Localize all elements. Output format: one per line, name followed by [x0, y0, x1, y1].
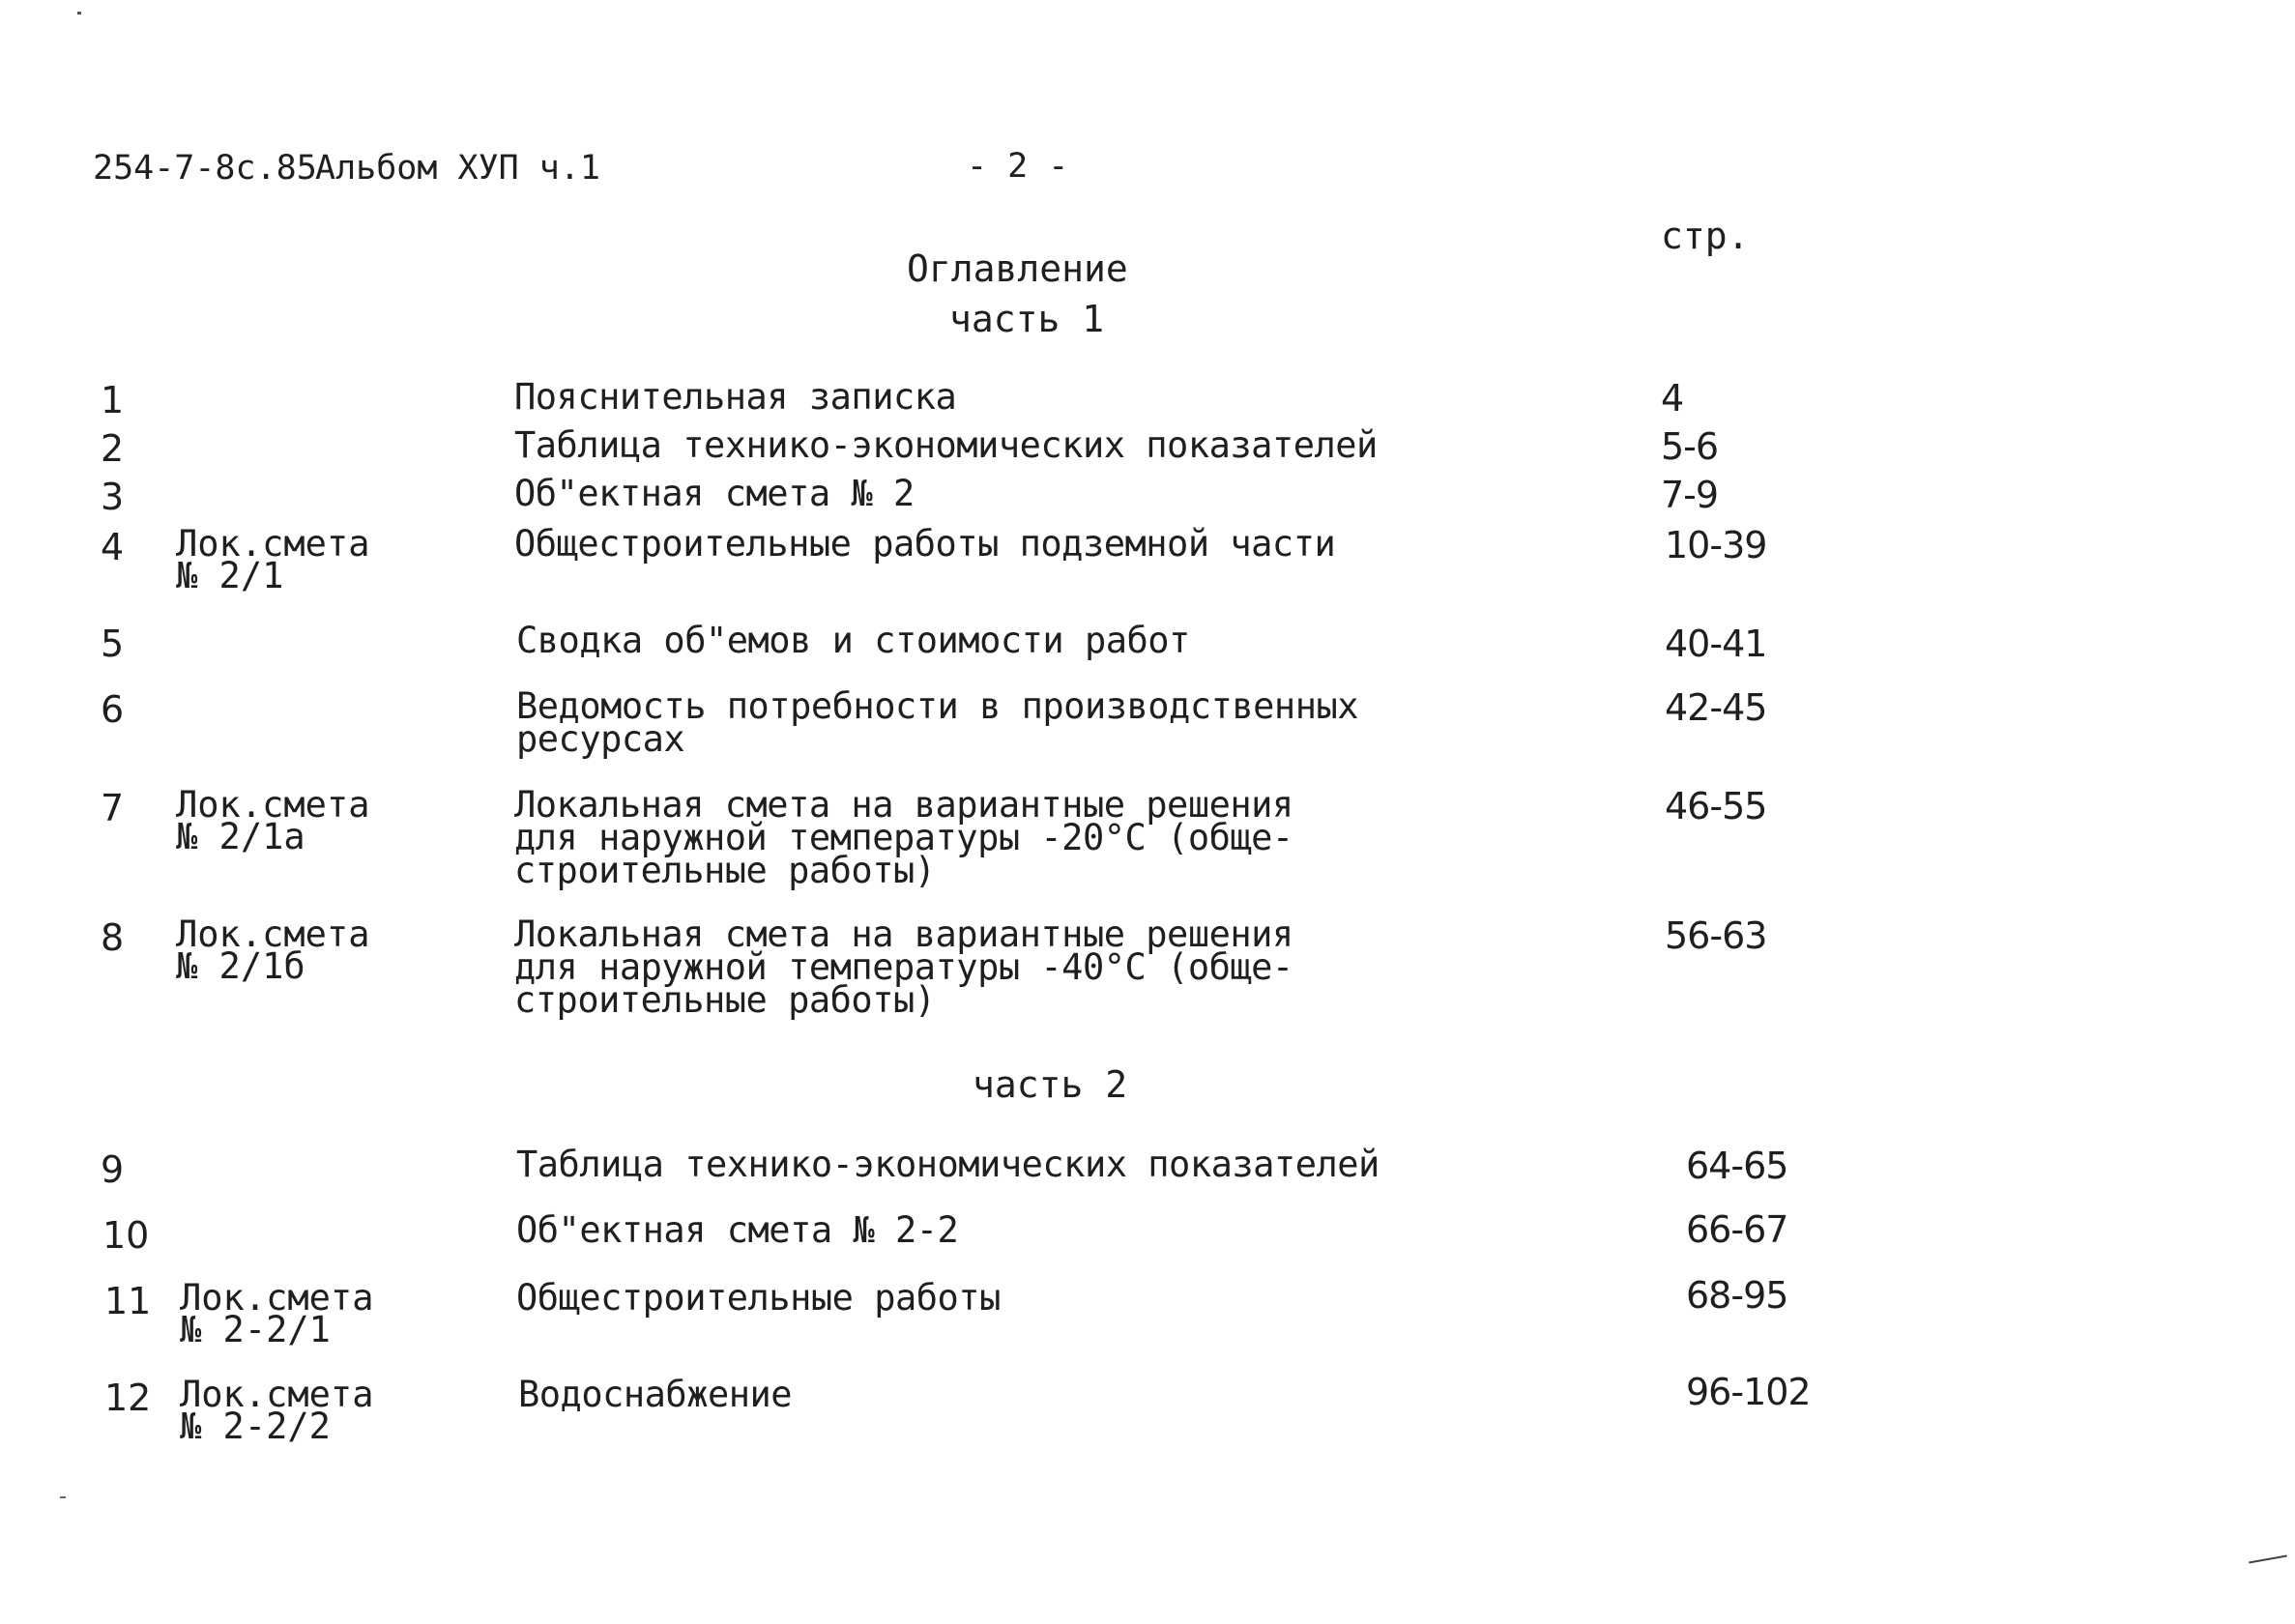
entry-pages: 4 — [1661, 377, 1684, 420]
entry-number: 8 — [101, 916, 125, 959]
entry-title: Пояснительная записка — [514, 376, 957, 418]
entry-pages: 68-95 — [1686, 1274, 1788, 1317]
entry-title: Общестроительные работы подземной части — [514, 523, 1336, 565]
page-number: - 2 - — [967, 147, 1069, 186]
pages-column-label: стр. — [1661, 215, 1750, 257]
part2-heading: часть 2 — [973, 1063, 1128, 1106]
document-code: 254-7-8с.85 — [93, 149, 317, 188]
entry-number: 10 — [102, 1214, 150, 1257]
entry-number: 11 — [104, 1280, 152, 1322]
entry-pages: 64-65 — [1686, 1145, 1788, 1187]
entry-pages: 56-63 — [1665, 914, 1767, 957]
entry-number: 6 — [101, 688, 125, 731]
entry-number: 5 — [101, 623, 125, 665]
entry-title: Ведомость потребности в производственных ресурсах — [516, 685, 1359, 760]
entry-title: Об"ектная смета № 2-2 — [516, 1209, 959, 1251]
entry-number: 7 — [101, 787, 125, 829]
entry-title: Сводка об"емов и стоимости работ — [516, 620, 1190, 661]
entry-reference: Лок.смета № 2/1а — [176, 784, 370, 857]
scan-mark — [2249, 1555, 2287, 1564]
entry-pages: 96-102 — [1686, 1371, 1811, 1413]
entry-reference: Лок.смета № 2-2/2 — [180, 1374, 374, 1447]
entry-title: Общестроительные работы — [516, 1277, 1001, 1319]
entry-number: 1 — [101, 379, 125, 421]
entry-pages: 42-45 — [1665, 686, 1767, 729]
entry-pages: 10-39 — [1665, 524, 1767, 566]
entry-title: Таблица технико-экономических показателей — [514, 424, 1378, 466]
entry-title: Об"ектная смета № 2 — [514, 473, 915, 514]
part1-heading: часть 1 — [949, 298, 1105, 340]
entry-pages: 7-9 — [1661, 474, 1719, 516]
entry-number: 4 — [101, 526, 125, 568]
entry-pages: 5-6 — [1661, 425, 1719, 468]
entry-reference: Лок.смета № 2/1 — [176, 523, 370, 596]
album-label: Альбом ХУП ч.1 — [315, 149, 601, 188]
entry-number: 9 — [101, 1148, 125, 1191]
entry-pages: 40-41 — [1665, 623, 1767, 665]
entry-number: 2 — [101, 427, 125, 470]
entry-number: 3 — [101, 476, 125, 518]
entry-title: Таблица технико-экономических показателей — [516, 1144, 1380, 1185]
entry-pages: 46-55 — [1665, 785, 1767, 827]
entry-number: 12 — [104, 1377, 152, 1419]
entry-reference: Лок.смета № 2/1б — [176, 914, 370, 987]
entry-title: Водоснабжение — [518, 1374, 793, 1415]
entry-pages: 66-67 — [1686, 1208, 1788, 1251]
entry-title: Локальная смета на вариантные решения для наружной температуры -20°С (обще- строительные работы) — [514, 784, 1293, 891]
scan-speck — [60, 1496, 66, 1498]
toc-title: Оглавление — [907, 247, 1128, 290]
entry-title: Локальная смета на вариантные решения для наружной температуры -40°С (обще- строительные работы) — [514, 914, 1293, 1021]
scan-speck — [77, 12, 81, 14]
entry-reference: Лок.смета № 2-2/1 — [180, 1277, 374, 1350]
